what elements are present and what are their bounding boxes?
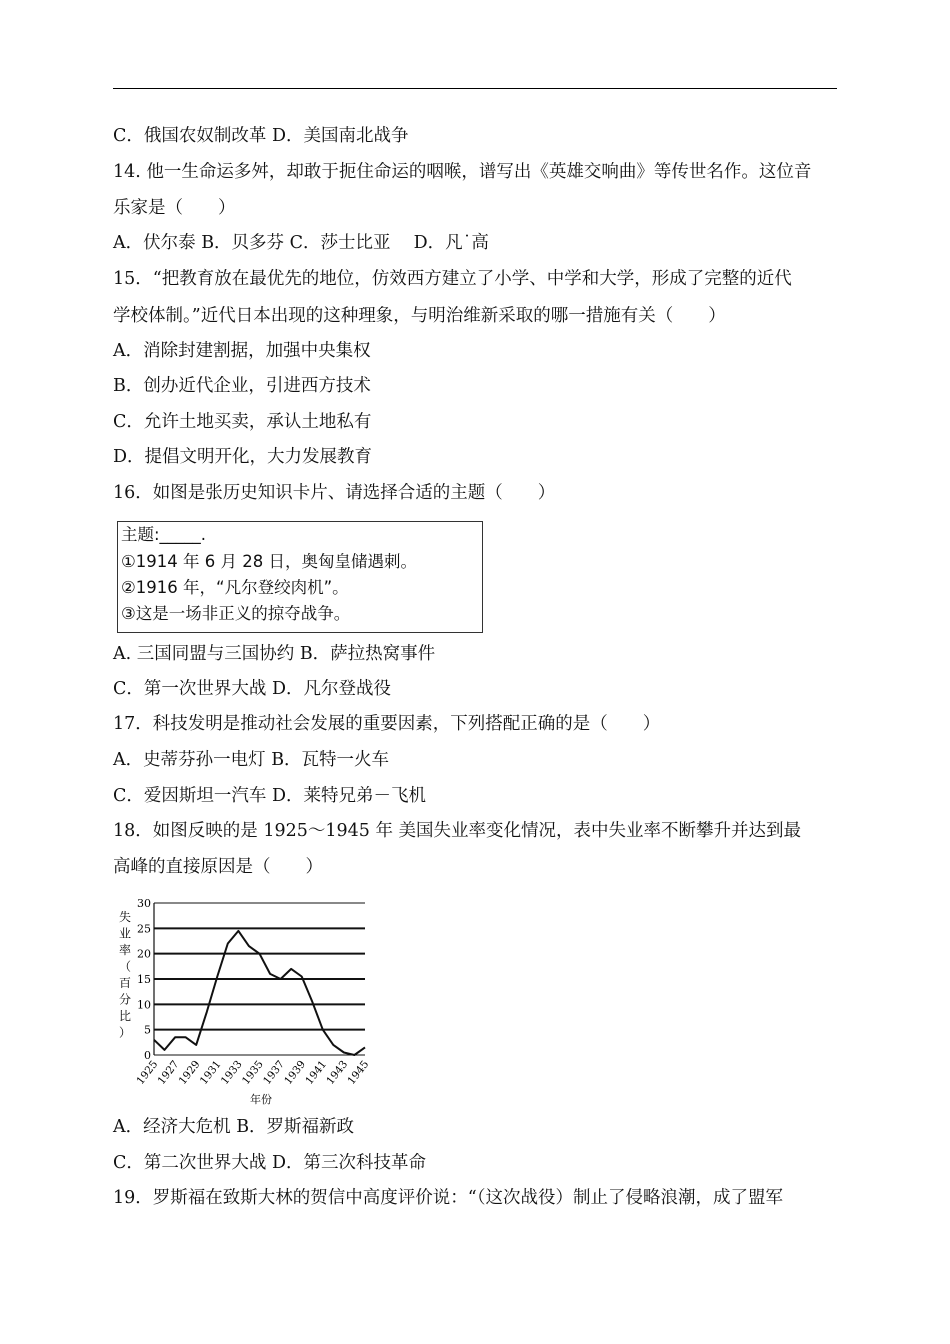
q14-stem-line2: 乐家是（ ） [113,198,236,218]
y-axis-title-char: 业 [118,926,132,941]
y-tick-label: 25 [137,922,151,936]
y-axis-title-char: 分 [118,992,132,1007]
x-tick-label: 1927 [155,1058,182,1087]
q14-options: A．伏尔泰 B．贝多芬 C．莎士比亚 D．凡˙高 [113,233,489,253]
x-tick-label: 1943 [324,1058,351,1087]
card-item-1: ①1914 年 6 月 28 日，奥匈皇储遇刺。 [121,552,418,571]
x-axis-label: 年份 [250,1093,272,1106]
q18-options-cd: C．第二次世界大战 D．第三次科技革命 [113,1153,426,1173]
gridlines [154,903,365,1055]
x-tick-label: 1931 [197,1058,224,1087]
x-tick-label: 1935 [239,1058,266,1087]
x-tick-label: 1941 [303,1058,330,1087]
q15-option-b: B．创办近代企业，引进西方技术 [113,376,371,396]
y-tick-labels [137,897,151,1062]
x-tick-label: 1937 [261,1058,287,1087]
y-axis-title [119,909,131,1040]
q15-option-c: C．允许土地买卖，承认土地私有 [113,412,372,432]
x-tick-label: 1929 [176,1058,203,1087]
y-tick-label: 30 [137,897,151,910]
y-tick-label: 5 [144,1023,151,1037]
y-axis-title-char: 比 [118,1009,132,1023]
x-tick-label: 1933 [218,1058,245,1087]
x-tick-label: 1925 [134,1058,161,1087]
q18-stem-line1: 18．如图反映的是 1925～1945 年 美国失业率变化情况，表中失业率不断攀升并达到最 [113,821,802,841]
card-item-2: ②1916 年，“凡尔登绞肉机”。 [121,578,349,597]
q14-stem-line1: 14. 他一生命运多舛，却敢于扼住命运的咽喉，谱写出《英雄交响曲》等传世名作。这位音 [113,162,812,182]
x-tick-labels [134,1058,371,1086]
unemployment-series-line [154,931,365,1055]
card-title: 主题:_____. [121,525,207,544]
x-tick-label: 1939 [282,1058,309,1087]
q16-options-cd: C．第一次世界大战 D．凡尔登战役 [113,679,391,699]
q17-options-cd: C．爱因斯坦一汽车 D．莱特兄弟－飞机 [113,786,426,806]
q17-stem: 17．科技发明是推动社会发展的重要因素，下列搭配正确的是（ ） [113,714,661,734]
q15-stem-line2: 学校体制。”近代日本出现的这种理象，与明治维新采取的哪一措施有关（ ） [113,306,726,326]
y-tick-label: 15 [137,973,151,986]
q16-stem: 16．如图是张历史知识卡片、请选择合适的主题（ ） [113,483,556,503]
y-tick-label: 10 [137,998,151,1012]
q15-stem-line1: 15．“把教育放在最优先的地位，仿效西方建立了小学、中学和大学，形成了完整的近代 [113,269,792,289]
q15-option-d: D．提倡文明开化，大力发展教育 [113,447,373,467]
history-knowledge-card [117,521,483,633]
x-tick-label: 1945 [345,1058,372,1087]
y-tick-label: 0 [144,1049,151,1062]
y-axis-title-char: （ [118,959,132,974]
y-axis-title-char: 失 [118,910,132,924]
unemployment-rate-chart [113,895,383,1110]
q18-stem-line2: 高峰的直接原因是（ ） [113,857,323,877]
q16-options-ab: A. 三国同盟与三国协约 B．萨拉热窝事件 [113,644,436,664]
header-rule [113,88,837,89]
q19-stem-line1: 19．罗斯福在致斯大林的贺信中高度评价说：“（这次战役）制止了侵略浪潮，成了盟军 [113,1188,783,1208]
q18-options-ab: A．经济大危机 B．罗斯福新政 [113,1117,355,1137]
card-item-3: ③这是一场非正义的掠夺战争。 [121,604,351,623]
q17-options-ab: A．史蒂芬孙一电灯 B．瓦特一火车 [113,750,390,770]
q13-options-cd: C．俄国农奴制改革 D．美国南北战争 [113,126,409,146]
y-axis-title-char: 百 [118,976,132,990]
q15-option-a: A．消除封建割据，加强中央集权 [113,341,371,361]
y-axis-title-char: 率 [118,943,132,957]
y-tick-label: 20 [137,947,151,961]
y-axis-title-char: ） [118,1025,132,1040]
